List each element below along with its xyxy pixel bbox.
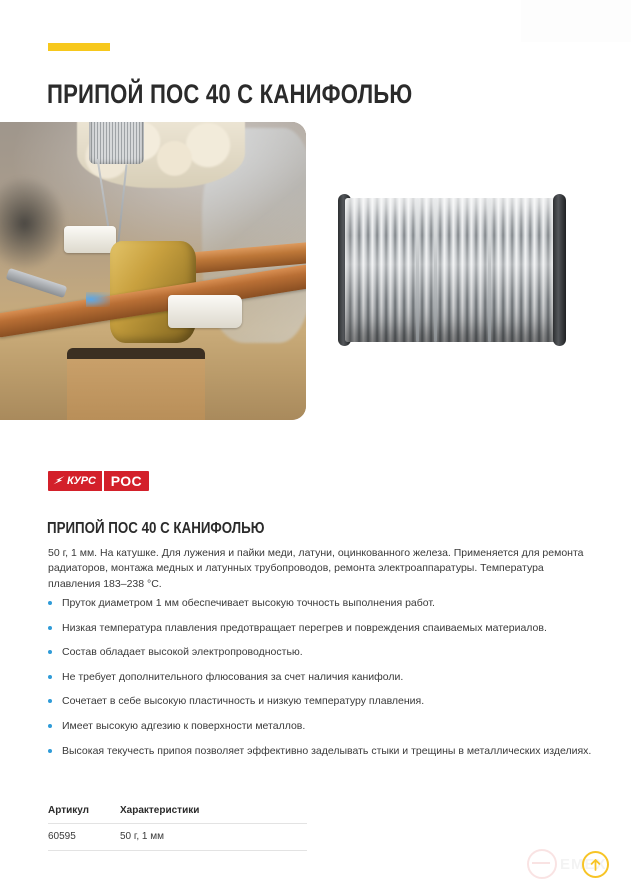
photo-wooden-base xyxy=(67,348,205,420)
table-head xyxy=(48,805,307,824)
list-item xyxy=(48,694,593,709)
spool-highlight xyxy=(345,198,559,342)
bullet-icon xyxy=(48,650,52,654)
feature-text: Высокая текучесть припоя позволяет эффективно заделывать стыки и трещины в металлических изделиях. xyxy=(62,744,592,757)
product-description: 50 г, 1 мм. На катушке. Для лужения и пайки меди, латуни, оцинкованного железа. Применяется для ремонта радиаторов, монтажа медных и латунных трубопроводов, ремонта электроаппаратуры. Температура плавления 183–238 °C. xyxy=(48,546,584,590)
bullet-icon xyxy=(48,626,52,630)
hero-product-photo[interactable] xyxy=(338,194,566,346)
spool-crossing-wire-3 xyxy=(488,198,491,342)
list-item xyxy=(48,596,593,611)
feature-text: Состав обладает высокой электропроводностью. xyxy=(62,646,303,659)
product-feature-list xyxy=(48,596,593,768)
brand-arrow-icon xyxy=(53,476,65,487)
watermark-text: EMEX xyxy=(560,855,607,873)
product-name-heading: ПРИПОЙ ПОС 40 С КАНИФОЛЬЮ xyxy=(47,519,265,537)
specification-table xyxy=(48,805,307,851)
bullet-icon xyxy=(48,724,52,728)
table-body xyxy=(48,824,307,851)
photo-white-fitting-right xyxy=(168,295,241,328)
photo-solder-spool xyxy=(89,122,144,164)
column-header-characteristics: Характеристики xyxy=(120,805,307,824)
feature-text: Низкая температура плавления предотвращает перегрев и повреждения спаиваемых материалов. xyxy=(62,621,547,634)
list-item xyxy=(48,670,593,685)
list-item xyxy=(48,645,593,660)
feature-text: Не требует дополнительного флюсования за счет наличия канифоли. xyxy=(62,670,404,683)
list-item xyxy=(48,621,593,636)
brand-logo[interactable] xyxy=(48,471,149,491)
cell-characteristics: 50 г, 1 мм xyxy=(120,824,307,851)
title-accent-bar xyxy=(48,43,110,51)
bullet-icon xyxy=(48,699,52,703)
spool-flange-right xyxy=(553,194,566,346)
column-header-article: Артикул xyxy=(48,805,120,824)
top-right-tint xyxy=(521,0,631,42)
hero-gallery xyxy=(0,122,631,420)
list-item xyxy=(48,744,593,759)
arrow-up-icon xyxy=(589,858,602,872)
photo-torch-flame xyxy=(86,292,110,307)
watermark-logo-icon xyxy=(527,849,557,879)
table-row xyxy=(48,824,307,851)
spool-crossing-wire-1 xyxy=(416,198,419,342)
brand-logo-kurs-text: КУРС xyxy=(67,474,96,487)
photo-white-fitting-left xyxy=(64,226,116,253)
spool-crossing-wire-2 xyxy=(434,198,437,342)
bullet-icon xyxy=(48,749,52,753)
feature-text: Сочетает в себе высокую пластичность и низкую температуру плавления. xyxy=(62,695,425,708)
table-header-row xyxy=(48,805,307,824)
photo-dark-blob xyxy=(0,176,67,271)
feature-text: Имеет высокую адгезию к поверхности металлов. xyxy=(62,719,306,732)
feature-text: Пруток диаметром 1 мм обеспечивает высокую точность выполнения работ. xyxy=(62,597,435,609)
hero-application-photo[interactable] xyxy=(0,122,306,420)
list-item xyxy=(48,719,593,734)
cell-article: 60595 xyxy=(48,824,120,851)
bullet-icon xyxy=(48,601,52,605)
page-title: ПРИПОЙ ПОС 40 С КАНИФОЛЬЮ xyxy=(47,79,413,110)
bullet-icon xyxy=(48,675,52,679)
brand-logo-ros-text: РОС xyxy=(110,473,143,489)
scroll-to-top-button[interactable] xyxy=(582,851,609,878)
brand-logo-kurs xyxy=(48,471,102,491)
